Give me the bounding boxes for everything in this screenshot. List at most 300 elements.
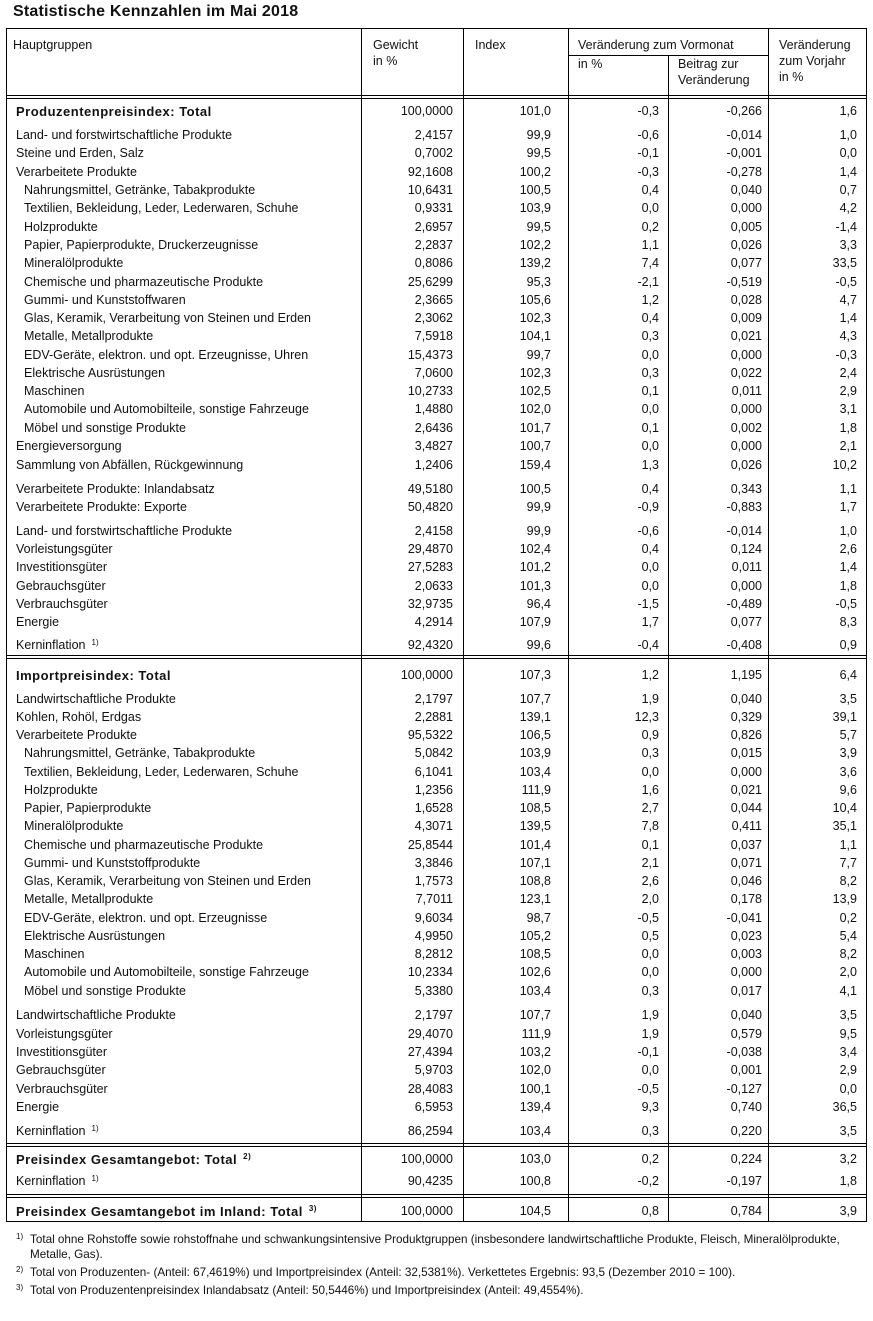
cell-index: 103,4 [519, 984, 551, 998]
table-row [6, 400, 867, 418]
table-row [6, 799, 867, 817]
cell-beitrag: 0,046 [730, 874, 762, 888]
cell-gewicht: 25,8544 [407, 838, 453, 852]
page-title: Statistische Kennzahlen im Mai 2018 [13, 3, 299, 20]
table-row [6, 872, 867, 890]
row-label [16, 458, 243, 473]
cell-gewicht: 10,2334 [407, 965, 453, 979]
row-label-text: Investitionsgüter [16, 560, 108, 574]
cell-gewicht: 5,0842 [414, 746, 453, 760]
cell-gewicht: 2,4157 [414, 128, 453, 142]
cell-gewicht: 2,6436 [414, 421, 453, 435]
row-label [24, 965, 309, 980]
header-veraenderung-vorjahr [779, 37, 851, 85]
table-row [6, 181, 867, 199]
row-label-text: Textilien, Bekleidung, Leder, Lederwaren, Schuhe [24, 201, 299, 215]
row-label [16, 524, 232, 539]
cell-veraenderung-vormonat: 1,3 [641, 458, 659, 472]
cell-veraenderung-vormonat: 0,3 [641, 1124, 659, 1138]
cell-index: 100,5 [519, 183, 551, 197]
table-row [6, 540, 867, 558]
table-row [6, 636, 867, 654]
cell-index: 139,1 [519, 710, 551, 724]
cell-gewicht: 1,6528 [414, 801, 453, 815]
cell-gewicht: 2,1797 [414, 1008, 453, 1022]
header-vorjahr-line2: zum Vorjahr [779, 54, 846, 68]
footnote-ref: 1) [91, 1124, 99, 1133]
row-label [24, 746, 255, 761]
cell-index: 101,2 [519, 560, 551, 574]
cell-veraenderung-vorjahr: 3,4 [839, 1045, 857, 1059]
cell-veraenderung-vorjahr: 39,1 [832, 710, 857, 724]
row-label-text: Papier, Papierprodukte, Druckerzeugnisse [24, 238, 259, 252]
cell-veraenderung-vormonat: 0,3 [641, 366, 659, 380]
cell-veraenderung-vorjahr: 35,1 [832, 819, 857, 833]
cell-veraenderung-vormonat: 0,1 [641, 838, 659, 852]
footnote-mark: 1) [16, 1232, 24, 1241]
header-gewicht-line1: Gewicht [373, 38, 419, 52]
cell-beitrag: 0,124 [730, 542, 762, 556]
section-rule [6, 658, 867, 659]
cell-veraenderung-vormonat: 7,8 [641, 819, 659, 833]
table-row [6, 1006, 867, 1024]
row-label [24, 984, 186, 999]
cell-veraenderung-vormonat: 1,1 [641, 238, 659, 252]
cell-veraenderung-vorjahr: 33,5 [832, 256, 857, 270]
row-label-text: Metalle, Metallprodukte [24, 329, 154, 343]
cell-index: 102,3 [519, 366, 551, 380]
header-vorjahr-line1: Veränderung [779, 38, 851, 52]
row-label-text: Kerninflation [16, 638, 86, 652]
cell-index: 103,2 [519, 1045, 551, 1059]
cell-veraenderung-vorjahr: 1,7 [839, 500, 857, 514]
footnote-text: Total ohne Rohstoffe sowie rohstoffnahe und schwankungsintensive Produktgruppen (insbesondere landwirtschaftliche Produkte, Fleisch, Mineralölprodukte, Metalle, Gas). [30, 1233, 840, 1261]
header-gewicht-line2: in % [373, 54, 398, 68]
cell-beitrag: -0,001 [726, 146, 762, 160]
footnote-1 [16, 1232, 861, 1262]
table-row [6, 126, 867, 144]
table-row [6, 102, 867, 120]
cell-veraenderung-vorjahr: 3,5 [839, 1124, 857, 1138]
row-label-text: Holzprodukte [24, 220, 98, 234]
cell-veraenderung-vormonat: -0,5 [637, 911, 659, 925]
header-beitrag-line1: Beitrag zur [678, 57, 739, 71]
row-label-text: Automobile und Automobilteile, sonstige Fahrzeuge [24, 402, 309, 416]
cell-veraenderung-vormonat: 1,7 [641, 615, 659, 629]
cell-veraenderung-vorjahr: 0,0 [839, 146, 857, 160]
footnote-mark: 2) [16, 1265, 24, 1274]
cell-veraenderung-vormonat: 0,4 [641, 542, 659, 556]
cell-veraenderung-vormonat: 2,1 [641, 856, 659, 870]
row-label [24, 421, 186, 436]
cell-beitrag: -0,127 [726, 1082, 762, 1096]
cell-veraenderung-vormonat: 0,0 [641, 439, 659, 453]
cell-beitrag: 0,343 [730, 482, 762, 496]
cell-index: 102,6 [519, 965, 551, 979]
cell-gewicht: 1,7573 [414, 874, 453, 888]
cell-veraenderung-vormonat: 0,0 [641, 579, 659, 593]
cell-index: 102,4 [519, 542, 551, 556]
row-label [24, 765, 299, 780]
row-label [16, 1027, 113, 1042]
cell-veraenderung-vormonat: 0,2 [641, 220, 659, 234]
row-label-text: Chemische und pharmazeutische Produkte [24, 838, 264, 852]
cell-beitrag: -0,014 [726, 524, 762, 538]
cell-index: 103,9 [519, 201, 551, 215]
cell-veraenderung-vormonat: 0,0 [641, 1063, 659, 1077]
section-rule [6, 655, 867, 656]
cell-veraenderung-vorjahr: 4,1 [839, 984, 857, 998]
cell-index: 102,5 [519, 384, 551, 398]
cell-gewicht: 100,0000 [400, 1204, 453, 1218]
cell-veraenderung-vorjahr: 2,4 [839, 366, 857, 380]
cell-veraenderung-vormonat: -0,1 [637, 1045, 659, 1059]
row-label [16, 1008, 176, 1023]
row-label [16, 615, 59, 630]
row-label [16, 165, 137, 180]
row-label-text: Verarbeitete Produkte [16, 728, 137, 742]
cell-beitrag: 0,740 [730, 1100, 762, 1114]
row-label-text: Kerninflation [16, 1174, 86, 1188]
cell-beitrag: 1,195 [730, 668, 762, 682]
cell-veraenderung-vormonat: -0,5 [637, 1082, 659, 1096]
table-row [6, 456, 867, 474]
section-rule [6, 1143, 867, 1144]
cell-gewicht: 1,2356 [414, 783, 453, 797]
cell-gewicht: 100,0000 [400, 668, 453, 682]
table-row [6, 854, 867, 872]
cell-veraenderung-vorjahr: 3,2 [839, 1152, 857, 1166]
cell-index: 95,3 [526, 275, 551, 289]
row-label [24, 783, 98, 798]
row-label-text: Gummi- und Kunststoffprodukte [24, 856, 201, 870]
table-row [6, 927, 867, 945]
cell-veraenderung-vorjahr: 10,2 [832, 458, 857, 472]
table-row [6, 498, 867, 516]
row-label [24, 183, 255, 198]
cell-veraenderung-vormonat: 0,1 [641, 384, 659, 398]
cell-gewicht: 90,4235 [407, 1174, 453, 1188]
cell-beitrag: -0,489 [726, 597, 762, 611]
cell-gewicht: 5,3380 [414, 984, 453, 998]
cell-veraenderung-vormonat: 0,5 [641, 929, 659, 943]
table-row [6, 558, 867, 576]
header-beitrag [678, 56, 750, 88]
cell-veraenderung-vorjahr: 13,9 [832, 892, 857, 906]
cell-gewicht: 95,5322 [407, 728, 453, 742]
cell-beitrag: -0,041 [726, 911, 762, 925]
row-label [16, 542, 113, 557]
cell-veraenderung-vormonat: 0,4 [641, 311, 659, 325]
cell-veraenderung-vormonat: -0,3 [637, 104, 659, 118]
table-row [6, 273, 867, 291]
cell-gewicht: 100,0000 [400, 1152, 453, 1166]
row-label-text: Verbrauchsgüter [16, 1082, 108, 1096]
row-label [16, 104, 212, 119]
table-row [6, 708, 867, 726]
cell-gewicht: 27,4394 [407, 1045, 453, 1059]
row-label [24, 311, 311, 326]
cell-gewicht: 10,6431 [407, 183, 453, 197]
header-vorjahr-line3: in % [779, 70, 804, 84]
cell-veraenderung-vormonat: 1,2 [641, 293, 659, 307]
row-label [16, 597, 108, 612]
row-label [24, 366, 165, 381]
cell-gewicht: 29,4870 [407, 542, 453, 556]
cell-veraenderung-vormonat: 1,9 [641, 1027, 659, 1041]
cell-gewicht: 2,6957 [414, 220, 453, 234]
cell-veraenderung-vormonat: 9,3 [641, 1100, 659, 1114]
cell-beitrag: 0,000 [730, 201, 762, 215]
cell-veraenderung-vorjahr: 6,4 [839, 668, 857, 682]
cell-index: 99,5 [526, 146, 551, 160]
cell-veraenderung-vorjahr: 8,2 [839, 947, 857, 961]
table-row [6, 744, 867, 762]
cell-beitrag: 0,071 [730, 856, 762, 870]
row-label [16, 1152, 251, 1167]
table-row [6, 144, 867, 162]
row-label-text: Nahrungsmittel, Getränke, Tabakprodukte [24, 183, 256, 197]
cell-veraenderung-vorjahr: 2,1 [839, 439, 857, 453]
cell-beitrag: 0,329 [730, 710, 762, 724]
cell-gewicht: 6,5953 [414, 1100, 453, 1114]
cell-veraenderung-vorjahr: 3,9 [839, 746, 857, 760]
cell-index: 108,5 [519, 947, 551, 961]
cell-index: 106,5 [519, 728, 551, 742]
cell-index: 102,2 [519, 238, 551, 252]
footnote-ref: 2) [243, 1152, 252, 1161]
row-label-text: Nahrungsmittel, Getränke, Tabakprodukte [24, 746, 256, 760]
cell-veraenderung-vorjahr: 0,7 [839, 183, 857, 197]
table-row [6, 890, 867, 908]
cell-gewicht: 7,7011 [415, 892, 453, 906]
cell-veraenderung-vorjahr: 2,9 [839, 1063, 857, 1077]
footnote-mark: 3) [16, 1283, 24, 1292]
cell-beitrag: 0,001 [730, 1063, 762, 1077]
cell-veraenderung-vorjahr: 3,1 [839, 402, 857, 416]
cell-beitrag: 0,000 [730, 439, 762, 453]
table-row [6, 595, 867, 613]
row-label [16, 500, 187, 515]
cell-index: 107,7 [519, 692, 551, 706]
cell-beitrag: -0,014 [726, 128, 762, 142]
cell-veraenderung-vorjahr: 1,0 [839, 524, 857, 538]
section-rule [6, 1197, 867, 1198]
cell-veraenderung-vormonat: -0,6 [637, 128, 659, 142]
cell-gewicht: 2,1797 [414, 692, 453, 706]
row-label [24, 220, 98, 235]
cell-veraenderung-vorjahr: 10,4 [832, 801, 857, 815]
row-label [16, 1045, 107, 1060]
cell-veraenderung-vorjahr: 4,3 [839, 329, 857, 343]
row-label [16, 1063, 106, 1078]
cell-index: 111,9 [521, 1027, 551, 1041]
table-row [6, 218, 867, 236]
header-veraenderung-vormonat: Veränderung zum Vormonat [578, 38, 734, 52]
row-label-text: Elektrische Ausrüstungen [24, 366, 166, 380]
cell-beitrag: 0,000 [730, 579, 762, 593]
cell-beitrag: -0,266 [726, 104, 762, 118]
table-row [6, 419, 867, 437]
cell-index: 102,0 [519, 1063, 551, 1077]
table-row [6, 666, 867, 684]
cell-veraenderung-vormonat: 1,2 [641, 668, 659, 682]
row-label-text: Kerninflation [16, 1124, 86, 1138]
cell-veraenderung-vormonat: 1,6 [641, 783, 659, 797]
cell-gewicht: 2,2881 [414, 710, 453, 724]
section-rule [6, 1146, 867, 1147]
cell-veraenderung-vorjahr: 2,9 [839, 384, 857, 398]
table-row [6, 781, 867, 799]
header-hauptgruppen: Hauptgruppen [13, 38, 93, 52]
cell-veraenderung-vormonat: 0,3 [641, 984, 659, 998]
row-label-text: Preisindex Gesamtangebot im Inland: Total [16, 1204, 303, 1219]
table-row [6, 327, 867, 345]
table-row [6, 1172, 867, 1190]
cell-veraenderung-vorjahr: -0,5 [835, 275, 857, 289]
cell-beitrag: 0,044 [730, 801, 762, 815]
cell-gewicht: 8,2812 [414, 947, 453, 961]
row-label-text: Vorleistungsgüter [16, 1027, 113, 1041]
table-row [6, 254, 867, 272]
row-label [16, 1100, 59, 1115]
table-row [6, 836, 867, 854]
cell-veraenderung-vormonat: -0,9 [637, 500, 659, 514]
cell-gewicht: 7,0600 [414, 366, 453, 380]
row-label [16, 482, 215, 497]
table-row [6, 1080, 867, 1098]
cell-beitrag: 0,000 [730, 765, 762, 779]
footnote-ref: 1) [91, 1174, 99, 1183]
cell-veraenderung-vormonat: 0,0 [641, 965, 659, 979]
row-label [16, 692, 176, 707]
cell-gewicht: 2,3665 [414, 293, 453, 307]
row-label [24, 929, 165, 944]
cell-beitrag: 0,040 [730, 1008, 762, 1022]
header-rule [6, 95, 867, 96]
cell-veraenderung-vorjahr: 1,4 [839, 560, 857, 574]
cell-index: 105,2 [519, 929, 551, 943]
cell-veraenderung-vorjahr: 4,7 [839, 293, 857, 307]
cell-beitrag: 0,040 [730, 183, 762, 197]
row-label-text: Land- und forstwirtschaftliche Produkte [16, 524, 233, 538]
row-label-text: Verarbeitete Produkte: Exporte [16, 500, 187, 514]
cell-gewicht: 4,2914 [414, 615, 453, 629]
cell-veraenderung-vormonat: 0,9 [641, 728, 659, 742]
cell-beitrag: -0,038 [726, 1045, 762, 1059]
cell-gewicht: 49,5180 [407, 482, 453, 496]
row-label [24, 801, 151, 816]
row-label-text: Verarbeitete Produkte [16, 165, 137, 179]
cell-gewicht: 6,1041 [414, 765, 453, 779]
cell-index: 100,7 [519, 439, 551, 453]
cell-veraenderung-vorjahr: 1,1 [839, 838, 857, 852]
footnote-ref: 3) [308, 1204, 317, 1213]
cell-veraenderung-vorjahr: 0,9 [839, 638, 857, 652]
row-label [16, 128, 232, 143]
cell-veraenderung-vormonat: -0,3 [637, 165, 659, 179]
cell-veraenderung-vorjahr: 1,6 [839, 104, 857, 118]
row-label-text: Gebrauchsgüter [16, 579, 106, 593]
table-row [6, 963, 867, 981]
row-label-text: EDV-Geräte, elektron. und opt. Erzeugnisse [24, 911, 268, 925]
row-label-text: Mineralölprodukte [24, 256, 124, 270]
cell-veraenderung-vormonat: 0,0 [641, 201, 659, 215]
cell-veraenderung-vorjahr: 5,7 [839, 728, 857, 742]
table-row [6, 364, 867, 382]
row-label-text: Chemische und pharmazeutische Produkte [24, 275, 264, 289]
row-label-text: Maschinen [24, 384, 85, 398]
cell-beitrag: 0,002 [730, 421, 762, 435]
cell-gewicht: 2,3062 [414, 311, 453, 325]
cell-beitrag: 0,017 [730, 984, 762, 998]
cell-veraenderung-vorjahr: 1,8 [839, 1174, 857, 1188]
cell-gewicht: 92,1608 [407, 165, 453, 179]
table-row [6, 291, 867, 309]
section-rule [6, 1194, 867, 1195]
table-row [6, 945, 867, 963]
cell-veraenderung-vorjahr: 9,6 [839, 783, 857, 797]
cell-gewicht: 1,4880 [414, 402, 453, 416]
cell-veraenderung-vorjahr: 1,8 [839, 579, 857, 593]
cell-beitrag: 0,028 [730, 293, 762, 307]
table-row [6, 690, 867, 708]
row-label-text: Gummi- und Kunststoffwaren [24, 293, 186, 307]
row-label-text: Energieversorgung [16, 439, 122, 453]
footnote-3 [16, 1283, 861, 1298]
cell-index: 100,8 [519, 1174, 551, 1188]
cell-veraenderung-vormonat: 0,0 [641, 765, 659, 779]
cell-index: 99,9 [526, 128, 551, 142]
cell-veraenderung-vormonat: 0,4 [641, 482, 659, 496]
cell-beitrag: 0,003 [730, 947, 762, 961]
row-label [16, 668, 171, 683]
cell-index: 103,9 [519, 746, 551, 760]
table-row [6, 817, 867, 835]
cell-gewicht: 50,4820 [407, 500, 453, 514]
row-label-text: Landwirtschaftliche Produkte [16, 1008, 176, 1022]
cell-beitrag: 0,015 [730, 746, 762, 760]
table-row [6, 577, 867, 595]
footnote-2 [16, 1265, 861, 1280]
cell-veraenderung-vorjahr: 3,5 [839, 692, 857, 706]
cell-veraenderung-vorjahr: 8,3 [839, 615, 857, 629]
cell-index: 102,0 [519, 402, 551, 416]
cell-veraenderung-vorjahr: 0,2 [839, 911, 857, 925]
cell-beitrag: 0,040 [730, 692, 762, 706]
cell-gewicht: 4,9950 [414, 929, 453, 943]
cell-veraenderung-vorjahr: 3,9 [839, 1204, 857, 1218]
row-label [16, 1174, 99, 1189]
cell-veraenderung-vormonat: 1,9 [641, 692, 659, 706]
cell-veraenderung-vorjahr: 1,1 [839, 482, 857, 496]
cell-veraenderung-vorjahr: 7,7 [839, 856, 857, 870]
row-label [24, 947, 84, 962]
header-index: Index [475, 38, 506, 52]
table-row [6, 1098, 867, 1116]
cell-index: 103,4 [519, 765, 551, 779]
cell-veraenderung-vorjahr: 3,3 [839, 238, 857, 252]
cell-gewicht: 28,4083 [407, 1082, 453, 1096]
table-row [6, 613, 867, 631]
cell-veraenderung-vorjahr: 1,8 [839, 421, 857, 435]
cell-index: 102,3 [519, 311, 551, 325]
row-label [24, 838, 263, 853]
cell-gewicht: 3,3846 [414, 856, 453, 870]
cell-beitrag: -0,278 [726, 165, 762, 179]
cell-index: 103,4 [519, 1124, 551, 1138]
cell-veraenderung-vorjahr: 3,5 [839, 1008, 857, 1022]
